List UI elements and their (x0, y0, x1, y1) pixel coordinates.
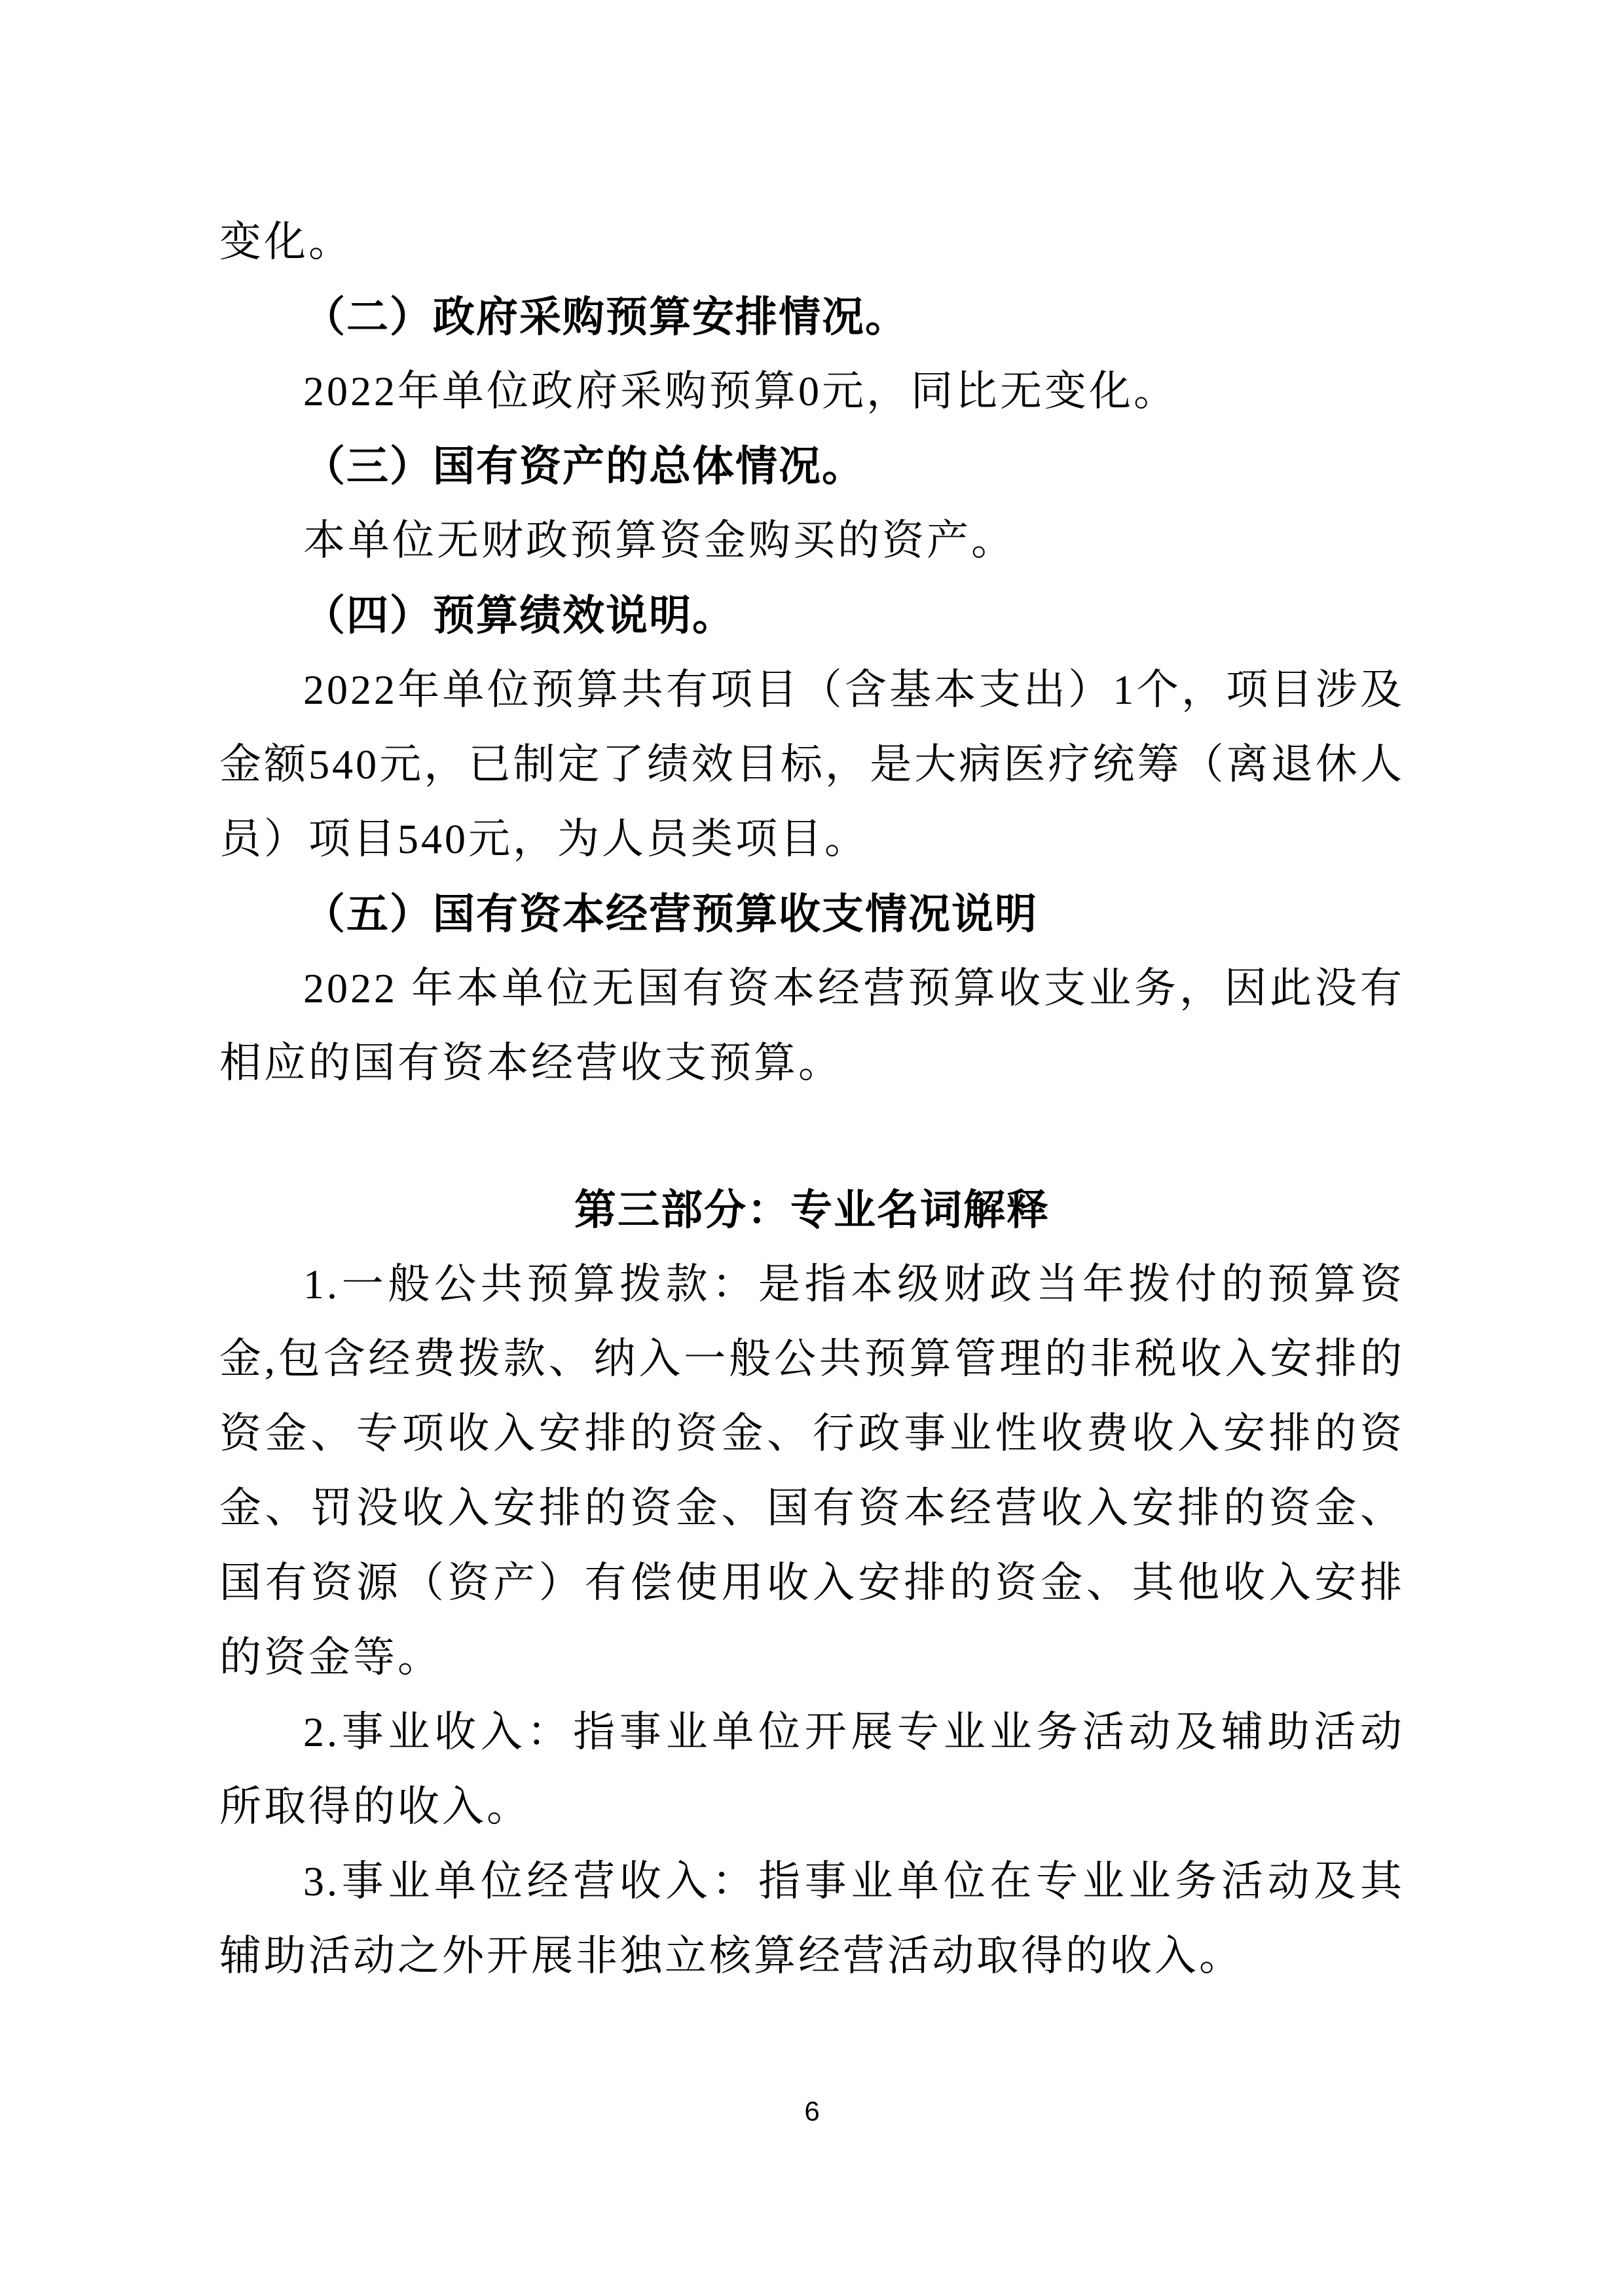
paragraph-performance-detail: 2022年单位预算共有项目（含基本支出）1个，项目涉及金额540元，已制定了绩效目标，是大病医疗统筹（离退休人员）项目540元，为人员类项目。 (219, 666, 1405, 862)
paragraph-state-capital-budget: 2022 年本单位无国有资本经营预算收支业务，因此没有相应的国有资本经营收支预算。 (219, 965, 1405, 1086)
heading-section-2-procurement: （二）政府采购预算安排情况。 (303, 293, 908, 340)
paragraph-state-assets: 本单位无财政预算资金购买的资产。 (303, 517, 1016, 564)
part3-title-terminology: 第三部分：专业名词解释 (574, 1186, 1050, 1233)
paragraph-term-3-operating-income: 3.事业单位经营收入：指事业单位在专业业务活动及其辅助活动之外开展非独立核算经营活动取得的收入。 (219, 1858, 1405, 1979)
paragraph-procurement-budget: 2022年单位政府采购预算0元，同比无变化。 (303, 368, 1178, 414)
paragraph-tail-change: 变化。 (219, 219, 353, 265)
page-body-text (219, 205, 1405, 1994)
page-number: 6 (804, 2096, 820, 2126)
paragraph-term-1-general-budget-appropriation: 1.一般公共预算拨款：是指本级财政当年拨付的预算资金,包含经费拨款、纳入一般公共预算管理的非税收入安排的资金、专项收入安排的资金、行政事业性收费收入安排的资金、罚没收入安排的资金、国有资本经营收入安排的资金、国有资源（资产）有偿使用收入安排的资金、其他收入安排的资金等。 (219, 1261, 1405, 1681)
heading-section-5-state-capital: （五）国有资本经营预算收支情况说明 (303, 890, 1038, 938)
heading-section-4-performance: （四）预算绩效说明。 (303, 592, 735, 639)
paragraph-term-2-institution-income: 2.事业收入：指事业单位开展专业业务活动及辅助活动所取得的收入。 (219, 1709, 1405, 1830)
heading-section-3-state-assets: （三）国有资产的总体情况。 (303, 443, 865, 490)
